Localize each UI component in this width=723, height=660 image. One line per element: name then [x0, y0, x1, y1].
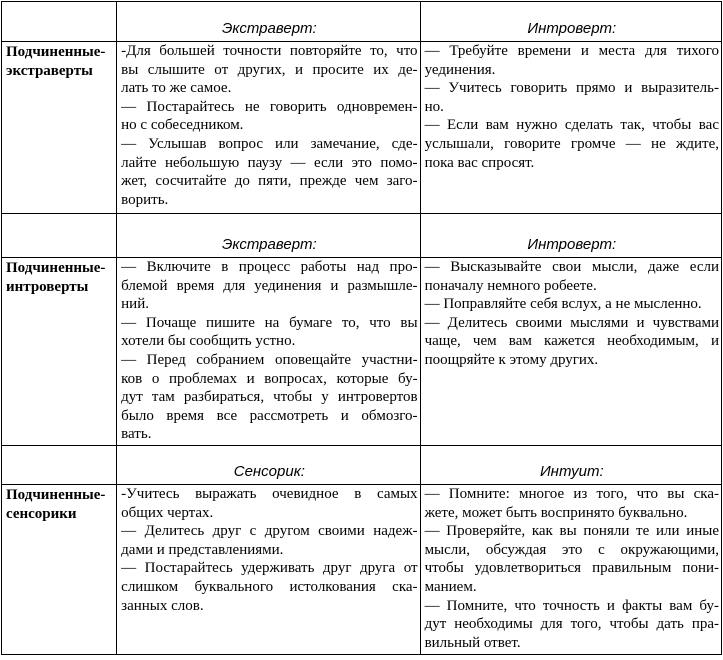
advice-line: пока вас спросят.: [424, 154, 535, 171]
advice-line: ков о проблемах и вопросах, которые бу-: [121, 370, 418, 387]
advice-line: занных слов.: [121, 597, 204, 614]
advice-line: ний.: [121, 296, 149, 313]
advice-line: — Включите в процесс работы над про-: [121, 259, 418, 275]
advice-line: вы слышите от других, и просите их де-: [121, 61, 418, 78]
advice-line: манием.: [424, 578, 477, 595]
advice-cell: [117, 258, 420, 446]
advice-line: было время все рассмотреть и обмозго-: [121, 407, 418, 424]
column-header: Экстраверт:: [117, 2, 420, 42]
advice-line: — Поправляйте себя вслух, а не мысленно.: [424, 296, 702, 313]
advice-line: блемой время для уединения и размышле-: [121, 277, 418, 294]
advice-line: вильный ответ.: [424, 634, 521, 651]
advice-line: ворить.: [121, 191, 169, 208]
row-label-line: интроверты: [6, 278, 89, 295]
row-label-line: Подчиненные-: [6, 260, 106, 276]
column-header: Сенсорик:: [117, 446, 420, 485]
advice-table: [1, 1, 722, 655]
advice-line: лать то же самое.: [121, 80, 232, 97]
advice-cell: [420, 485, 721, 655]
advice-line: уединения.: [424, 61, 496, 78]
advice-line: — Услышав вопрос или замечание, сде-: [121, 135, 418, 152]
column-header: Интроверт:: [420, 214, 721, 258]
row-label-line: Подчиненные-: [6, 44, 106, 60]
header-row: [2, 446, 722, 485]
row-label-line: экстраверты: [6, 62, 93, 79]
column-header: Интуит:: [420, 446, 721, 485]
advice-line: — Помните: многое из того, что вы ска-: [424, 486, 719, 502]
advice-line: — Делитесь друг с другом своими надеж-: [121, 523, 418, 540]
advice-line: — Постарайтесь удерживать друг друга от: [121, 560, 418, 577]
column-header: Интроверт:: [420, 2, 721, 42]
content-row: [2, 258, 722, 446]
advice-line: дут там разбираться, чтобы у интровертов: [121, 389, 418, 406]
column-header: Экстраверт:: [117, 214, 420, 258]
advice-line: — Постарайтесь не говорить одновремен-: [121, 98, 418, 115]
advice-line: чтобы удовлетвориться правильным пони-: [424, 560, 719, 577]
header-row: [2, 214, 722, 258]
advice-line: жете, может быть воспринято буквально.: [424, 504, 688, 521]
content-row: [2, 485, 722, 655]
empty-cell: [2, 2, 117, 42]
advice-line: чаще, чем вам кажется необходимым, и: [424, 333, 719, 350]
advice-line: — Если вам нужно сделать так, чтобы вас: [424, 117, 719, 134]
advice-line: лайте небольшую паузу — если это помо-: [121, 154, 418, 171]
advice-line: — Высказывайте свои мысли, даже если: [424, 259, 719, 275]
advice-line: услышали, говорите громче — не ждите,: [424, 135, 719, 152]
advice-line: дами и представлениями.: [121, 541, 284, 558]
advice-line: -Учитесь выражать очевидное в самых: [121, 486, 418, 502]
advice-line: поощряйте к этому других.: [424, 351, 599, 368]
advice-line: общих чертах.: [121, 504, 214, 521]
advice-cell: [420, 42, 721, 214]
advice-line: — Требуйте времени и места для тихого: [424, 43, 719, 59]
advice-line: хотели бы сообщить устно.: [121, 333, 296, 350]
content-row: [2, 42, 722, 214]
advice-line: — Делитесь своими мыслями и чувствами: [424, 314, 719, 331]
advice-line: поначалу немного робеете.: [424, 277, 597, 294]
row-label-line: Подчиненные-: [6, 487, 106, 503]
advice-line: — Помните, что точность и факты вам бу-: [424, 597, 719, 614]
empty-cell: [2, 446, 117, 485]
advice-line: — Проверяйте, как вы поняли те или иные: [424, 523, 719, 540]
header-row: [2, 2, 722, 42]
advice-line: слишком буквального истолкования ска-: [121, 578, 418, 595]
advice-cell: [420, 258, 721, 446]
advice-line: -Для большей точности повторяйте то, что: [121, 43, 418, 59]
row-label: [2, 42, 117, 214]
advice-line: жет, сосчитайте до пяти, прежде чем заго-: [121, 173, 418, 190]
advice-cell: [117, 485, 420, 655]
row-label: [2, 485, 117, 655]
advice-line: — Почаще пишите на бумаге то, что вы: [121, 314, 418, 331]
row-label-line: сенсорики: [6, 505, 77, 522]
advice-line: — Перед собранием оповещайте участни-: [121, 351, 418, 368]
advice-cell: [117, 42, 420, 214]
advice-line: мысли, обсуждая это с окружающими,: [424, 541, 719, 558]
advice-line: — Учитесь говорить прямо и выразитель-: [424, 80, 719, 97]
advice-line: дут необходимы для того, чтобы дать пра-: [424, 616, 719, 633]
row-label: [2, 258, 117, 446]
advice-line: но с собеседником.: [121, 117, 244, 134]
advice-line: вать.: [121, 426, 152, 443]
advice-line: но.: [424, 98, 444, 115]
empty-cell: [2, 214, 117, 258]
